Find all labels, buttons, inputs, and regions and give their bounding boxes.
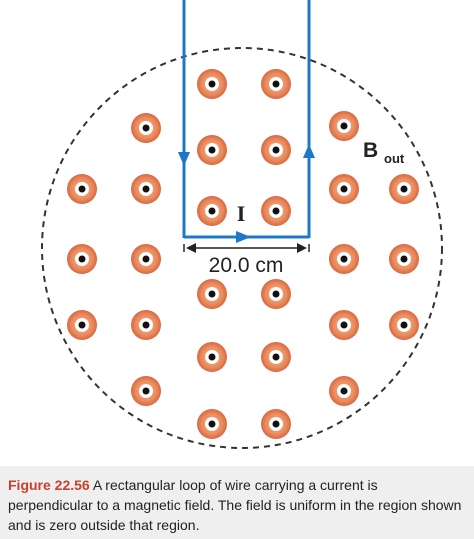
- field-out-of-page-icon: [131, 174, 161, 204]
- field-label: [363, 139, 405, 166]
- field-out-of-page-icon: [389, 244, 419, 274]
- field-out-of-page-icon: [329, 174, 359, 204]
- field-out-of-page-icon: [389, 310, 419, 340]
- caption-figure-label: Figure 22.56: [8, 477, 90, 493]
- current-label: I: [236, 201, 246, 226]
- width-dimension-line: [184, 244, 309, 252]
- current-arrow-icon: [303, 144, 315, 158]
- field-out-of-page-icon: [197, 196, 227, 226]
- field-out-of-page-icon: [67, 310, 97, 340]
- field-label-main: B: [363, 139, 379, 162]
- dimension-arrowhead-right: [297, 243, 307, 253]
- current-arrow-icon: [178, 152, 190, 166]
- field-out-of-page-icon: [261, 196, 291, 226]
- field-out-of-page-icon: [67, 244, 97, 274]
- field-out-of-page-icon: [131, 113, 161, 143]
- field-out-of-page-icon: [329, 111, 359, 141]
- field-out-of-page-icon: [389, 174, 419, 204]
- field-out-of-page-icon: [67, 174, 97, 204]
- dimension-arrowhead-left: [186, 243, 196, 253]
- field-out-of-page-icon: [131, 244, 161, 274]
- field-out-of-page-icon: [197, 342, 227, 372]
- field-out-of-page-icon: [197, 279, 227, 309]
- field-label-subscript: out: [384, 151, 405, 166]
- field-out-of-page-icon: [131, 376, 161, 406]
- field-out-of-page-icon: [131, 310, 161, 340]
- field-out-of-page-icon: [329, 244, 359, 274]
- field-out-of-page-icon: [261, 279, 291, 309]
- caption-text: A rectangular loop of wire carrying a current is perpendicular to a magnetic field. The field is uniform in the region shown and is zero outside that region.: [8, 477, 462, 533]
- field-out-of-page-icon: [197, 69, 227, 99]
- field-out-of-page-icon: [329, 376, 359, 406]
- field-out-of-page-icon: [329, 310, 359, 340]
- field-out-of-page-icon: [261, 342, 291, 372]
- figure-caption: [0, 466, 474, 539]
- field-out-of-page-icon: [197, 135, 227, 165]
- field-out-of-page-icon: [261, 69, 291, 99]
- field-out-of-page-icon: [261, 135, 291, 165]
- current-arrow-icon: [236, 231, 251, 243]
- width-label: 20.0 cm: [208, 254, 284, 277]
- field-out-of-page-icon: [197, 409, 227, 439]
- field-out-of-page-icon: [261, 409, 291, 439]
